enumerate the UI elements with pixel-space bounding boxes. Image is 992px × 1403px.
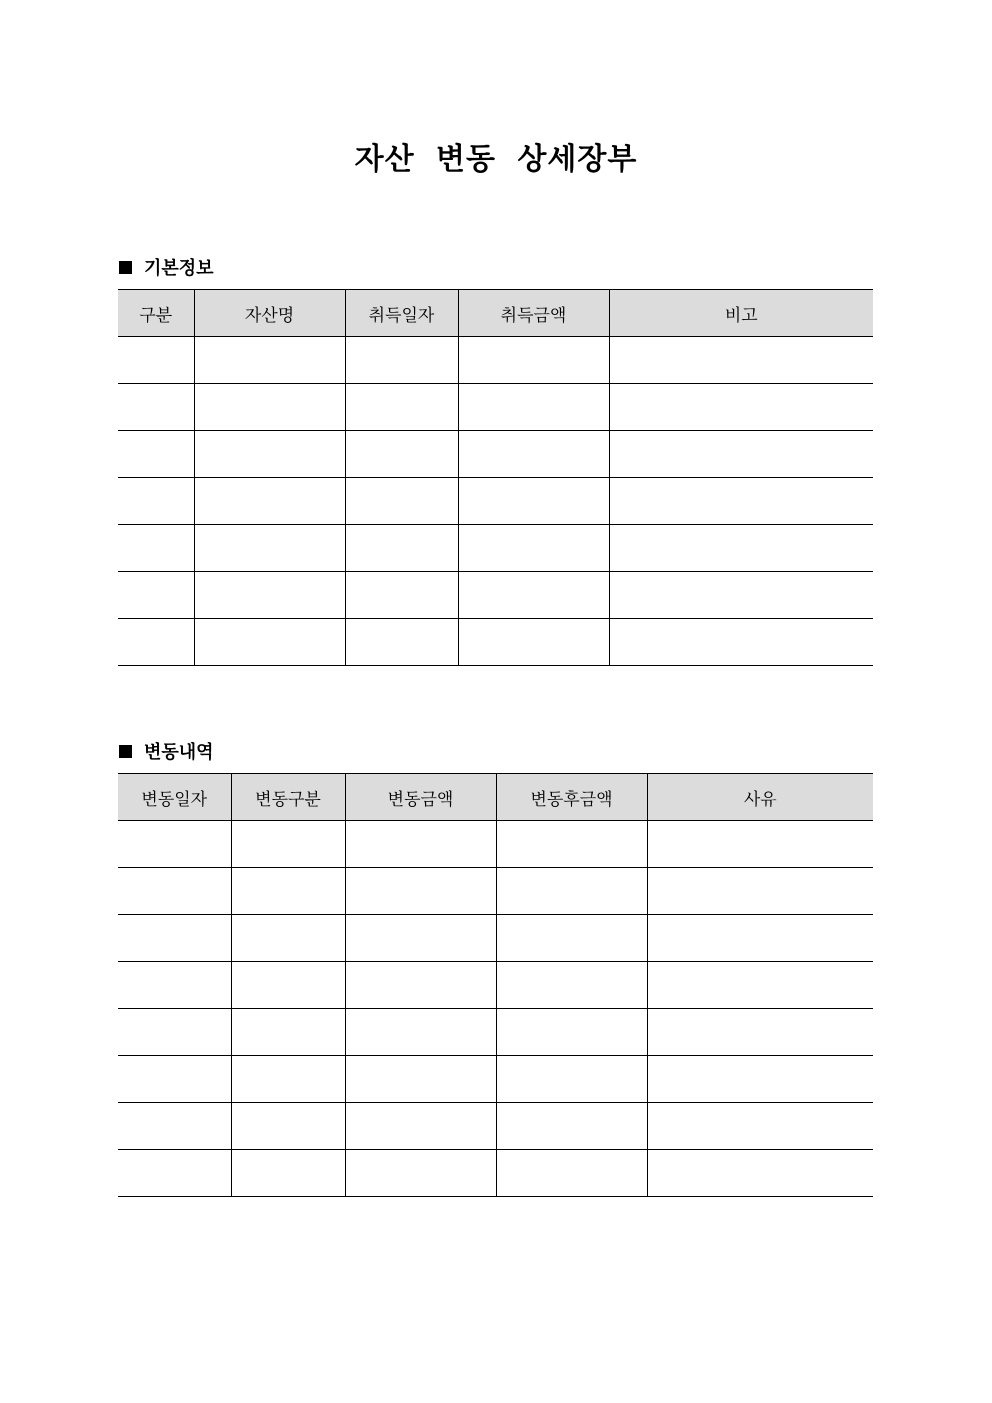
table-cell[interactable]: [231, 1150, 345, 1197]
table-cell[interactable]: [345, 1150, 496, 1197]
table-row: [118, 525, 873, 572]
table-cell[interactable]: [647, 962, 873, 1009]
section-heading-label: 변동내역: [144, 742, 214, 763]
table-cell[interactable]: [118, 1103, 231, 1150]
table-cell[interactable]: [345, 337, 458, 384]
table-cell[interactable]: [345, 431, 458, 478]
table-cell[interactable]: [496, 962, 647, 1009]
table-header-row: [118, 290, 873, 337]
table-row: [118, 431, 873, 478]
square-bullet-icon: [119, 745, 132, 758]
table-cell[interactable]: [231, 868, 345, 915]
table-cell[interactable]: [345, 619, 458, 666]
table-cell[interactable]: [194, 525, 345, 572]
table-row: [118, 1056, 873, 1103]
table-row: [118, 1103, 873, 1150]
table-cell[interactable]: [496, 1150, 647, 1197]
table-cell[interactable]: [345, 915, 496, 962]
table-cell[interactable]: [345, 478, 458, 525]
table-cell[interactable]: [118, 337, 194, 384]
table-cell[interactable]: [118, 619, 194, 666]
table-cell[interactable]: [118, 1150, 231, 1197]
table-cell[interactable]: [647, 915, 873, 962]
change-history-table: [118, 773, 873, 1197]
section-heading-label: 기본정보: [144, 258, 214, 279]
table-cell[interactable]: [231, 1009, 345, 1056]
table-row: [118, 915, 873, 962]
square-bullet-icon: [119, 261, 132, 274]
column-header: 변동금액: [345, 774, 496, 821]
table-cell[interactable]: [345, 962, 496, 1009]
table-row: [118, 868, 873, 915]
table-cell[interactable]: [609, 572, 873, 619]
table-cell[interactable]: [118, 384, 194, 431]
table-cell[interactable]: [609, 431, 873, 478]
table-cell[interactable]: [496, 915, 647, 962]
table-cell[interactable]: [345, 384, 458, 431]
table-row: [118, 337, 873, 384]
table-cell[interactable]: [496, 821, 647, 868]
page-title: 자산 변동 상세장부: [354, 142, 638, 177]
column-header: 변동일자: [118, 774, 231, 821]
column-header: 변동후금액: [496, 774, 647, 821]
table-row: [118, 1009, 873, 1056]
table-cell[interactable]: [458, 337, 609, 384]
table-cell[interactable]: [118, 431, 194, 478]
table-cell[interactable]: [118, 525, 194, 572]
table-cell[interactable]: [458, 525, 609, 572]
table-cell[interactable]: [647, 1009, 873, 1056]
table-cell[interactable]: [345, 868, 496, 915]
table-cell[interactable]: [118, 478, 194, 525]
table-cell[interactable]: [231, 821, 345, 868]
column-header: 취득일자: [345, 290, 458, 337]
column-header: 자산명: [194, 290, 345, 337]
table-cell[interactable]: [345, 572, 458, 619]
table-cell[interactable]: [496, 1056, 647, 1103]
table-cell[interactable]: [458, 572, 609, 619]
table-row: [118, 1150, 873, 1197]
table-row: [118, 478, 873, 525]
table-cell[interactable]: [118, 868, 231, 915]
table-cell[interactable]: [194, 431, 345, 478]
table-cell[interactable]: [609, 478, 873, 525]
table-cell[interactable]: [496, 1103, 647, 1150]
section-heading-change-history: [119, 738, 214, 764]
table-cell[interactable]: [458, 619, 609, 666]
table-cell[interactable]: [231, 915, 345, 962]
table-cell[interactable]: [496, 1009, 647, 1056]
table-cell[interactable]: [231, 962, 345, 1009]
table-cell[interactable]: [118, 1056, 231, 1103]
table-cell[interactable]: [194, 384, 345, 431]
table-row: [118, 619, 873, 666]
table-cell[interactable]: [609, 337, 873, 384]
column-header: 비고: [609, 290, 873, 337]
table-cell[interactable]: [647, 868, 873, 915]
table-cell[interactable]: [345, 1009, 496, 1056]
table-cell[interactable]: [345, 1056, 496, 1103]
table-cell[interactable]: [609, 525, 873, 572]
table-cell[interactable]: [231, 1056, 345, 1103]
table-cell[interactable]: [118, 915, 231, 962]
table-row: [118, 572, 873, 619]
table-cell[interactable]: [194, 478, 345, 525]
column-header: 변동구분: [231, 774, 345, 821]
basic-info-table: [118, 289, 873, 666]
table-cell[interactable]: [647, 821, 873, 868]
table-cell[interactable]: [118, 821, 231, 868]
table-cell[interactable]: [647, 1056, 873, 1103]
section-heading-basic-info: [119, 254, 214, 280]
table-cell[interactable]: [345, 1103, 496, 1150]
table-cell[interactable]: [194, 572, 345, 619]
table-header-row: [118, 774, 873, 821]
table-cell[interactable]: [458, 431, 609, 478]
table-cell[interactable]: [647, 1103, 873, 1150]
table-cell[interactable]: [647, 1150, 873, 1197]
column-header: 사유: [647, 774, 873, 821]
table-row: [118, 821, 873, 868]
table-cell[interactable]: [609, 384, 873, 431]
column-header: 취득금액: [458, 290, 609, 337]
table-cell[interactable]: [231, 1103, 345, 1150]
table-cell[interactable]: [496, 868, 647, 915]
table-cell[interactable]: [345, 525, 458, 572]
table-row: [118, 384, 873, 431]
table-cell[interactable]: [118, 572, 194, 619]
column-header: 구분: [118, 290, 194, 337]
table-cell[interactable]: [118, 962, 231, 1009]
table-cell[interactable]: [194, 337, 345, 384]
table-cell[interactable]: [194, 619, 345, 666]
table-cell[interactable]: [458, 478, 609, 525]
table-cell[interactable]: [609, 619, 873, 666]
table-cell[interactable]: [118, 1009, 231, 1056]
table-row: [118, 962, 873, 1009]
table-cell[interactable]: [458, 384, 609, 431]
table-cell[interactable]: [345, 821, 496, 868]
